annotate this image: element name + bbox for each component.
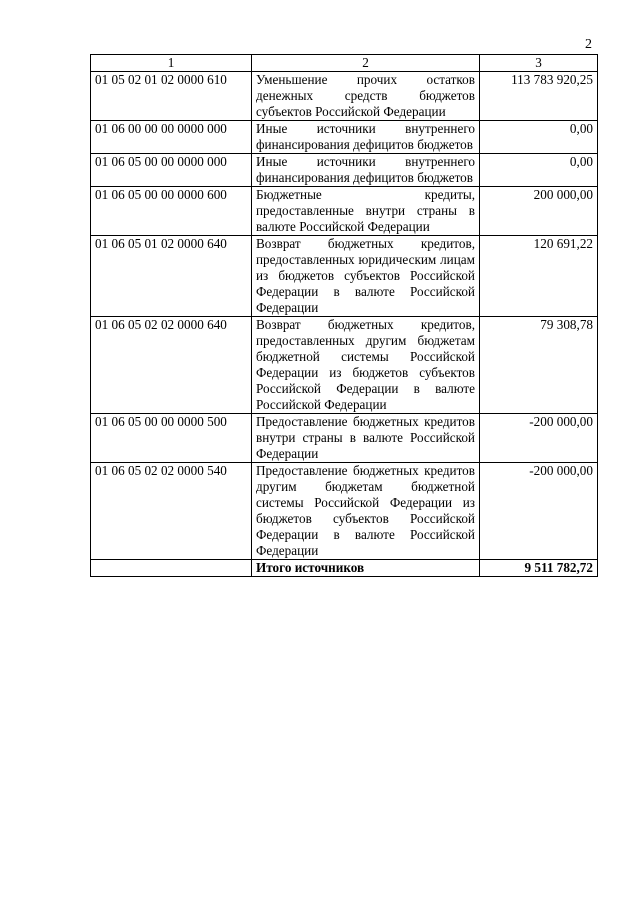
total-code (91, 560, 252, 577)
classification-code: 01 06 00 00 00 0000 000 (91, 121, 252, 154)
classification-code: 01 06 05 00 00 0000 600 (91, 187, 252, 236)
classification-code: 01 06 05 00 00 0000 500 (91, 414, 252, 463)
column-header-code: 1 (91, 55, 252, 72)
amount: -200 000,00 (480, 414, 598, 463)
table-header-row (91, 55, 598, 72)
amount: 200 000,00 (480, 187, 598, 236)
source-name: Иные источники внутреннего финансирования дефицитов бюджетов (252, 121, 480, 154)
classification-code: 01 05 02 01 02 0000 610 (91, 72, 252, 121)
total-row (91, 560, 598, 577)
table-row (91, 72, 598, 121)
amount: 120 691,22 (480, 236, 598, 317)
table-row (91, 317, 598, 414)
page-number: 2 (585, 37, 592, 52)
source-name: Предоставление бюджетных кредитов другим бюджетам бюджетной системы Российской Федерации из бюджетов субъектов Российской Федерации в валюте Российской Федерации (252, 463, 480, 560)
amount: 79 308,78 (480, 317, 598, 414)
classification-code: 01 06 05 01 02 0000 640 (91, 236, 252, 317)
source-name: Иные источники внутреннего финансирования дефицитов бюджетов (252, 154, 480, 187)
amount: -200 000,00 (480, 463, 598, 560)
source-name: Уменьшение прочих остатков денежных средств бюджетов субъектов Российской Федерации (252, 72, 480, 121)
source-name: Бюджетные кредиты, предоставленные внутри страны в валюте Российской Федерации (252, 187, 480, 236)
column-header-amount: 3 (480, 55, 598, 72)
table-row (91, 463, 598, 560)
table-row (91, 187, 598, 236)
total-amount: 9 511 782,72 (480, 560, 598, 577)
table-row (91, 414, 598, 463)
source-name: Возврат бюджетных кредитов, предоставленных другим бюджетам бюджетной системы Российской Федерации из бюджетов субъектов Российской Федерации в валюте Российской Федерации (252, 317, 480, 414)
classification-code: 01 06 05 02 02 0000 540 (91, 463, 252, 560)
budget-sources-table (90, 54, 598, 577)
source-name: Возврат бюджетных кредитов, предоставленных юридическим лицам из бюджетов субъектов Российской Федерации в валюте Российской Федерации (252, 236, 480, 317)
table-row (91, 121, 598, 154)
amount: 0,00 (480, 121, 598, 154)
total-label: Итого источников (252, 560, 480, 577)
source-name: Предоставление бюджетных кредитов внутри страны в валюте Российской Федерации (252, 414, 480, 463)
amount: 113 783 920,25 (480, 72, 598, 121)
classification-code: 01 06 05 00 00 0000 000 (91, 154, 252, 187)
amount: 0,00 (480, 154, 598, 187)
column-header-name: 2 (252, 55, 480, 72)
table-row (91, 236, 598, 317)
classification-code: 01 06 05 02 02 0000 640 (91, 317, 252, 414)
table-row (91, 154, 598, 187)
